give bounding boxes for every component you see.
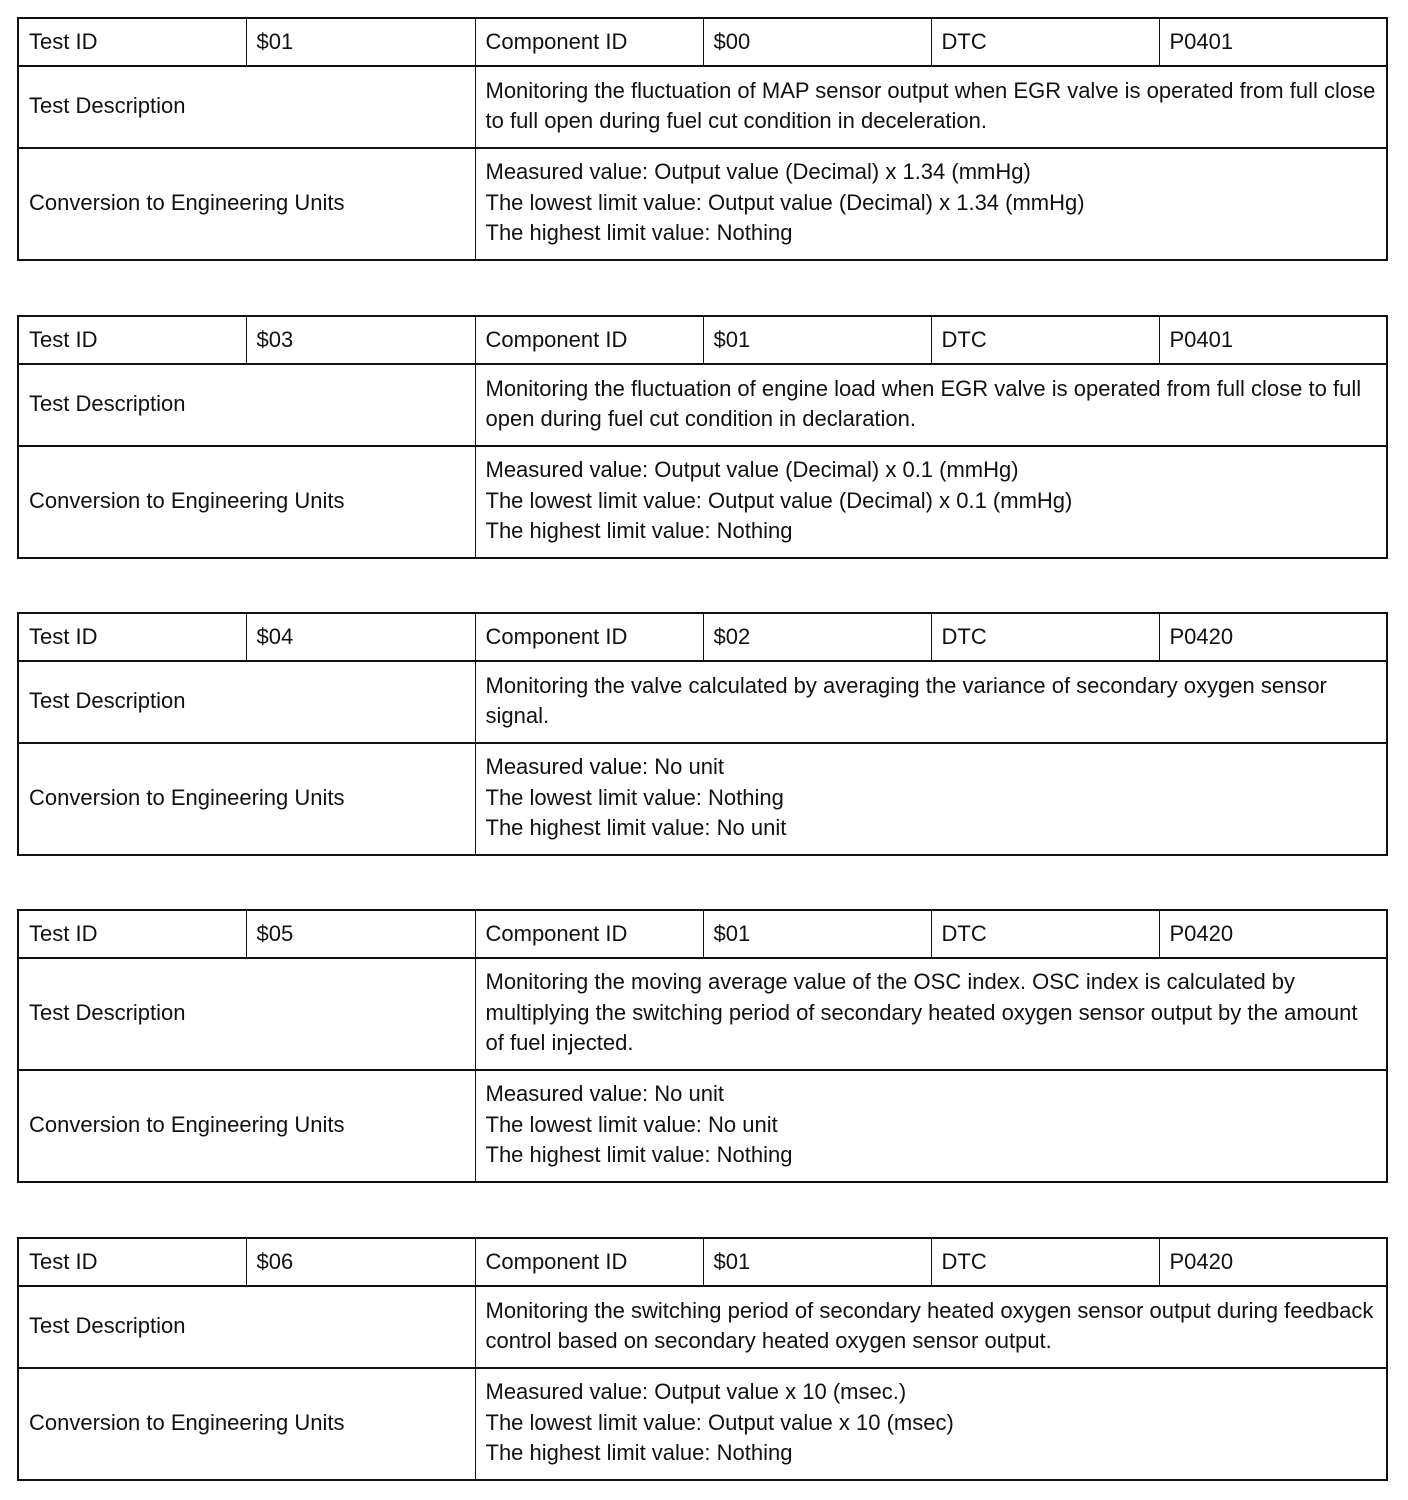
component-id-label: Component ID: [475, 910, 703, 958]
measured-value-text: Measured value: Output value x 10 (msec.): [485, 1379, 907, 1405]
test-description-value: Monitoring the switching period of secondary heated oxygen sensor output during feedback control based on secondary heated oxygen sensor output.: [475, 1286, 1387, 1368]
conversion-row: [18, 1070, 1387, 1182]
lowest-limit-text: The lowest limit value: Output value (Decimal) x 0.1 (mmHg): [485, 487, 1073, 513]
test-id-value: $06: [246, 1238, 475, 1286]
test-id-value: $05: [246, 910, 475, 958]
test-id-value: $03: [246, 316, 475, 364]
dtc-value: P0420: [1159, 910, 1387, 958]
lowest-limit-text: The lowest limit value: No unit: [485, 1111, 778, 1137]
monitor-test-table: [17, 315, 1388, 559]
test-description-label: Test Description: [18, 364, 475, 446]
id-row: [18, 18, 1387, 66]
description-row: [18, 958, 1387, 1070]
measured-value-text: Measured value: No unit: [485, 1081, 724, 1107]
conversion-label: Conversion to Engineering Units: [18, 1070, 475, 1182]
test-id-label: Test ID: [18, 18, 246, 66]
test-description-value: Monitoring the fluctuation of engine load when EGR valve is operated from full close to full open during fuel cut condition in declaration.: [475, 364, 1387, 446]
conversion-label: Conversion to Engineering Units: [18, 743, 475, 855]
component-id-label: Component ID: [475, 1238, 703, 1286]
test-id-value: $01: [246, 18, 475, 66]
dtc-value: P0401: [1159, 18, 1387, 66]
measured-value-text: Measured value: No unit: [485, 754, 724, 780]
dtc-label: DTC: [931, 316, 1159, 364]
dtc-value: P0420: [1159, 1238, 1387, 1286]
test-description-value: Monitoring the valve calculated by averaging the variance of secondary oxygen sensor signal.: [475, 661, 1387, 743]
conversion-label: Conversion to Engineering Units: [18, 148, 475, 260]
test-description-label: Test Description: [18, 958, 475, 1070]
lowest-limit-text: The lowest limit value: Output value (Decimal) x 1.34 (mmHg): [485, 189, 1085, 215]
conversion-value: [475, 1070, 1387, 1182]
monitor-test-table: [17, 909, 1388, 1183]
monitor-test-table: [17, 17, 1388, 261]
conversion-value: [475, 743, 1387, 855]
measured-value-text: Measured value: Output value (Decimal) x 0.1 (mmHg): [485, 457, 1019, 483]
highest-limit-text: The highest limit value: Nothing: [485, 220, 793, 246]
test-id-label: Test ID: [18, 316, 246, 364]
component-id-label: Component ID: [475, 613, 703, 661]
highest-limit-text: The highest limit value: Nothing: [485, 1142, 793, 1168]
id-row: [18, 910, 1387, 958]
conversion-row: [18, 743, 1387, 855]
dtc-label: DTC: [931, 18, 1159, 66]
test-description-label: Test Description: [18, 66, 475, 148]
description-row: [18, 66, 1387, 148]
component-id-value: $01: [703, 1238, 931, 1286]
lowest-limit-text: The lowest limit value: Output value x 10 (msec): [485, 1409, 954, 1435]
conversion-row: [18, 1368, 1387, 1480]
dtc-label: DTC: [931, 1238, 1159, 1286]
conversion-value: [475, 446, 1387, 558]
id-row: [18, 613, 1387, 661]
dtc-value: P0420: [1159, 613, 1387, 661]
conversion-row: [18, 446, 1387, 558]
conversion-value: [475, 148, 1387, 260]
monitor-test-table: [17, 612, 1388, 856]
dtc-label: DTC: [931, 910, 1159, 958]
component-id-value: $01: [703, 910, 931, 958]
component-id-value: $00: [703, 18, 931, 66]
conversion-row: [18, 148, 1387, 260]
conversion-label: Conversion to Engineering Units: [18, 446, 475, 558]
description-row: [18, 661, 1387, 743]
test-description-value: Monitoring the fluctuation of MAP sensor output when EGR valve is operated from full close to full open during fuel cut condition in deceleration.: [475, 66, 1387, 148]
component-id-value: $01: [703, 316, 931, 364]
test-description-label: Test Description: [18, 1286, 475, 1368]
id-row: [18, 316, 1387, 364]
conversion-value: [475, 1368, 1387, 1480]
monitor-test-table: [17, 1237, 1388, 1481]
component-id-label: Component ID: [475, 316, 703, 364]
description-row: [18, 1286, 1387, 1368]
test-id-value: $04: [246, 613, 475, 661]
component-id-label: Component ID: [475, 18, 703, 66]
conversion-label: Conversion to Engineering Units: [18, 1368, 475, 1480]
test-id-label: Test ID: [18, 910, 246, 958]
component-id-value: $02: [703, 613, 931, 661]
highest-limit-text: The highest limit value: No unit: [485, 815, 787, 841]
dtc-label: DTC: [931, 613, 1159, 661]
id-row: [18, 1238, 1387, 1286]
lowest-limit-text: The lowest limit value: Nothing: [485, 784, 784, 810]
test-id-label: Test ID: [18, 613, 246, 661]
dtc-value: P0401: [1159, 316, 1387, 364]
measured-value-text: Measured value: Output value (Decimal) x 1.34 (mmHg): [485, 159, 1031, 185]
highest-limit-text: The highest limit value: Nothing: [485, 518, 793, 544]
test-id-label: Test ID: [18, 1238, 246, 1286]
test-description-value: Monitoring the moving average value of the OSC index. OSC index is calculated by multiplying the switching period of secondary heated oxygen sensor output by the amount of fuel injected.: [475, 958, 1387, 1070]
test-description-label: Test Description: [18, 661, 475, 743]
highest-limit-text: The highest limit value: Nothing: [485, 1440, 793, 1466]
description-row: [18, 364, 1387, 446]
